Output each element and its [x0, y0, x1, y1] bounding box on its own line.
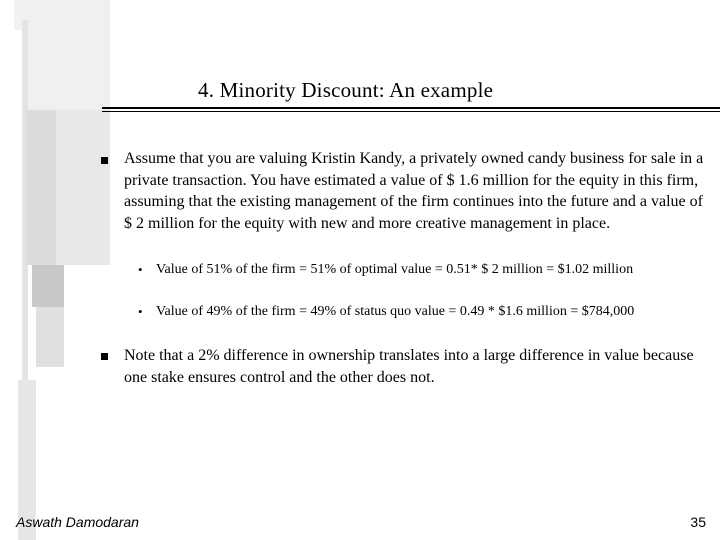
slide-title: 4. Minority Discount: An example: [198, 78, 494, 102]
decor-bar: [32, 265, 64, 307]
page-number: 35: [690, 514, 706, 530]
bullet-text: Assume that you are valuing Kristin Kandy, a privately owned candy business for sale in a private transaction. You have estimated a value of $ 1.6 million for the equity in this firm, assuming that the existing management of the firm continues into the future and a value of $ 2 million for the equity with new and more creative management in place.: [124, 150, 704, 232]
sub-bullet-dot-icon: •: [138, 262, 143, 277]
title-rule-thin: [102, 111, 720, 112]
sub-bullet-text: Value of 49% of the firm = 49% of status quo value = 0.49 * $1.6 million = $784,000: [156, 304, 635, 319]
sub-bullet-text: Value of 51% of the firm = 51% of optimal value = 0.51* $ 2 million = $1.02 million: [156, 262, 634, 277]
footer-author: Aswath Damodaran: [16, 514, 139, 530]
decor-bar: [56, 110, 110, 265]
title-rule: [102, 107, 720, 109]
decor-bar: [22, 0, 110, 110]
decor-bar: [26, 110, 56, 265]
bullet-square-icon: [101, 157, 108, 164]
bullet-text: Note that a 2% difference in ownership translates into a large difference in value because one stake ensures control and the other does not.: [124, 347, 694, 386]
sub-bullet-dot-icon: •: [138, 304, 143, 319]
decor-bar: [36, 307, 64, 367]
bullet-square-icon: [101, 353, 108, 360]
decor-background: [0, 0, 110, 540]
